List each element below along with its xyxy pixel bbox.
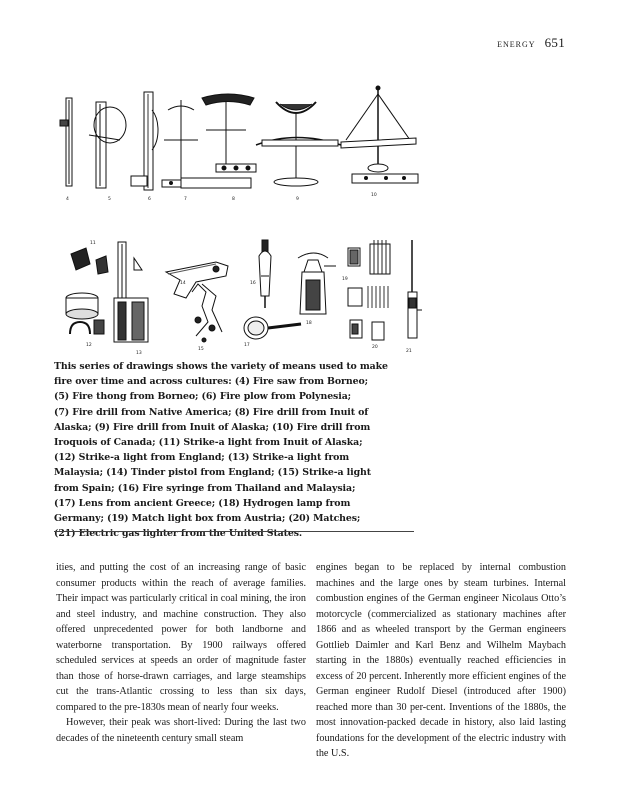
caption-line: This series of drawings shows the variety of means used to make xyxy=(54,361,388,372)
fire-drill-bow-drawing xyxy=(256,102,341,186)
figure-label: 13 xyxy=(136,351,142,356)
caption-line: (17) Lens from ancient Greece; (18) Hydrogen lamp from xyxy=(54,497,351,509)
fire-tools-illustration-bottom xyxy=(56,236,428,356)
figure-label: 4 xyxy=(66,197,69,202)
caption-line: from Spain; (16) Fire syringe from Thailand and Malaysia; xyxy=(54,482,356,494)
fire-drill-iroquois-drawing xyxy=(341,86,418,183)
caption-line: Malaysia; (14) Tinder pistol from England; (15) Strike-a light xyxy=(54,467,371,479)
figure-label: 5 xyxy=(108,197,111,202)
body-paragraph: engines began to be replaced by internal combustion machines and the large ones by steam turbines. Internal combustion engines of the German engineer Nicolaus Otto’s motorcycle (commercialized as stationary machines after 1866 and as wheeled transport by the German engineers Gottlieb Daimler and Karl Benz and Wilhelm Maybach starting in the 1880s) eventually reached efficiencies in excess of 20 percent. Inherently more efficient engines of the German engineer Rudolf Diesel (introduced after 1900) reached more than 30 per-cent. Inventions of the 1880s, the most innovation-packed decade in history, also laid lasting foundations for the development of the electric industry with the U.S. xyxy=(316,562,566,759)
figure-label: 19 xyxy=(342,277,348,282)
tinder-pistol-drawing xyxy=(166,262,228,298)
figure-label: 15 xyxy=(198,347,204,352)
lens-drawing xyxy=(244,317,301,339)
caption-line: (21) Electric gas lighter from the United States. xyxy=(54,528,303,540)
caption-line: (5) Fire thong from Borneo; (6) Fire plow from Polynesia; xyxy=(54,391,352,403)
strike-a-light-malaysia-drawing xyxy=(114,242,148,342)
figure-label: 7 xyxy=(184,197,187,202)
figure-label: 20 xyxy=(372,345,378,350)
fire-plow-drawing xyxy=(131,92,158,190)
caption-divider xyxy=(54,531,414,532)
figure-label: 8 xyxy=(232,197,235,202)
electric-gas-lighter-drawing xyxy=(408,240,422,338)
hydrogen-lamp-drawing xyxy=(298,253,336,314)
figure-label: 17 xyxy=(244,343,250,348)
fire-thong-drawing xyxy=(89,102,126,188)
figure-label: 12 xyxy=(86,343,92,348)
caption-line: Germany; (19) Match light box from Austria; (20) Matches; xyxy=(54,513,361,525)
body-column-left xyxy=(56,560,306,746)
caption-line: Iroquois of Canada; (11) Strike-a light from Inuit of Alaska; xyxy=(54,437,363,449)
figure-label: 14 xyxy=(180,281,186,286)
caption-line: (12) Strike-a light from England; (13) Strike-a light from xyxy=(54,452,350,464)
body-column-right xyxy=(316,560,566,762)
section-title: energy xyxy=(497,38,536,50)
body-paragraph: However, their peak was short-lived: During the last two decades of the nineteenth century small steam xyxy=(56,717,306,744)
strike-a-light-drawing xyxy=(66,248,108,334)
caption-line: (7) Fire drill from Native America; (8) Fire drill from Inuit of xyxy=(54,406,369,418)
caption-line: Alaska; (9) Fire drill from Inuit of Alaska; (10) Fire drill from xyxy=(54,421,371,433)
match-light-box-drawing xyxy=(348,248,362,338)
caption-line: fire over time and across cultures: (4) Fire saw from Borneo; xyxy=(54,376,368,388)
running-head xyxy=(497,35,565,51)
fire-syringe-drawing xyxy=(259,240,271,308)
figure-label: 21 xyxy=(406,349,412,354)
figure-label: 6 xyxy=(148,197,151,202)
fire-tools-illustration-top xyxy=(56,80,428,205)
strike-a-light-spain-drawing xyxy=(192,284,222,342)
figure-label: 9 xyxy=(296,197,299,202)
fire-drill-inuit-drawing xyxy=(181,94,256,188)
figure-label: 18 xyxy=(306,321,312,326)
figure-label: 16 xyxy=(250,281,256,286)
body-paragraph: ities, and putting the cost of an increasing range of basic consumer products within the reach of average families. Their impact was particularly critical in coal mining, the iron and steel industry, and machine construction. They also offered unprecedented power for both landborne and waterborne transportation. By 1900 railways offered scheduled services at speeds an order of magnitude faster than those of horse-drawn carriages, and large steamships cut the trans-Atlantic crossing to less than six days, compared to the pre-1830s mean of nearly four weeks. xyxy=(56,562,306,713)
figure-label: 11 xyxy=(90,241,96,246)
matches-drawing xyxy=(368,240,390,340)
page-number: 651 xyxy=(544,35,565,50)
fire-drill-native-america-drawing xyxy=(162,100,210,187)
figure-label: 10 xyxy=(371,193,377,198)
figure-caption xyxy=(54,359,414,541)
fire-saw-drawing xyxy=(60,98,72,186)
